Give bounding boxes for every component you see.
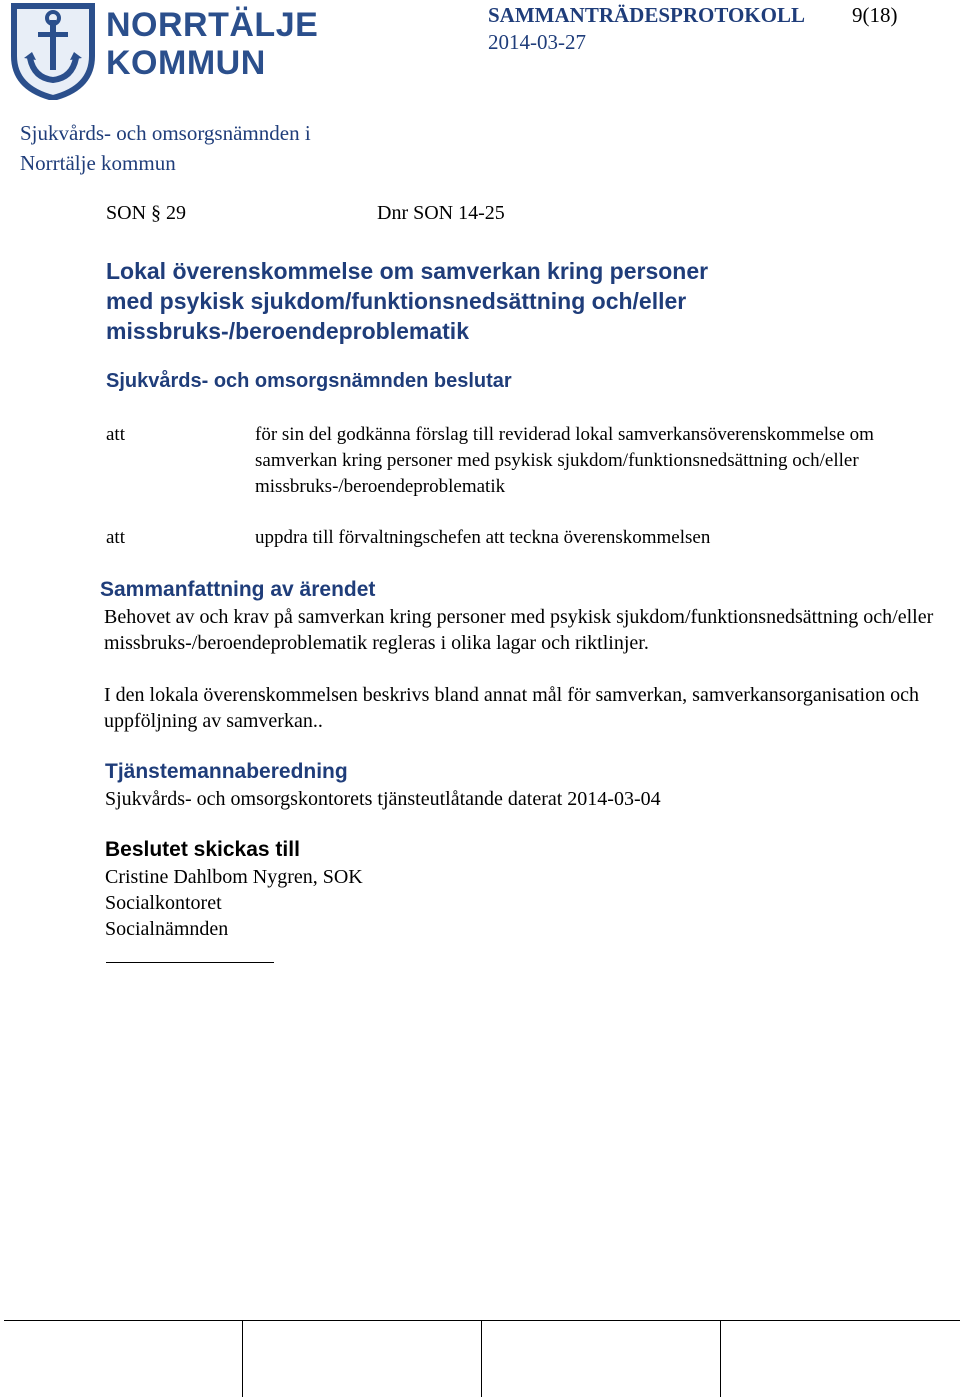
decision-heading: Sjukvårds- och omsorgsnämnden beslutar <box>106 370 512 392</box>
logo-line-2: KOMMUN <box>106 44 266 82</box>
summary-paragraph-1: Behovet av och krav på samverkan kring personer med psykisk sjukdom/funktionsnedsättning och/eller missbruks-/beroendeproblematik regleras i olika lagar och riktlinjer. <box>104 606 934 654</box>
logo-line-1: NORRTÄLJE <box>106 6 319 44</box>
distribution-heading: Beslutet skickas till <box>105 838 300 861</box>
summary-paragraph-2: I den lokala överenskommelsen beskrivs bland annat mål för samverkan, samverkansorganisation och uppföljning av samverkan.. <box>104 684 919 732</box>
recipient-2: Socialkontoret <box>105 892 222 914</box>
norrtalje-kommun-logo <box>8 2 319 102</box>
signature-table-top-border <box>4 1320 960 1321</box>
signature-line <box>106 962 274 963</box>
title-line-3: missbruks-/beroendeproblematik <box>106 318 469 344</box>
coat-of-arms-icon <box>8 2 98 100</box>
section-number: SON § 29 <box>106 202 187 224</box>
organization-line-2: Norrtälje kommun <box>20 151 176 175</box>
meeting-date: 2014-03-27 <box>488 30 586 54</box>
decision-1-text: för sin del godkänna förslag till reviderad lokal samverkansöverenskommelse om samverkan kring personer med psykisk sjukdom/funktionsnedsättning och/eller missbruks-/beroendeproblematik <box>255 424 874 497</box>
document-type: SAMMANTRÄDESPROTOKOLL <box>488 3 805 27</box>
decision-2-prefix: att <box>106 527 125 548</box>
recipient-1: Cristine Dahlbom Nygren, SOK <box>105 866 363 888</box>
decision-1-prefix: att <box>106 424 125 445</box>
preparation-heading: Tjänstemannaberedning <box>105 760 348 783</box>
summary-heading: Sammanfattning av ärendet <box>100 578 376 601</box>
organization-line-1: Sjukvårds- och omsorgsnämnden i <box>20 121 311 145</box>
signature-table-divider-3 <box>720 1320 721 1397</box>
signature-table-divider-2 <box>481 1320 482 1397</box>
logo-wordmark <box>106 6 318 82</box>
preparation-text: Sjukvårds- och omsorgskontorets tjänsteutlåtande daterat 2014-03-04 <box>105 788 661 810</box>
organization-name <box>20 118 440 178</box>
page-number: 9(18) <box>852 3 898 27</box>
title-line-1: Lokal överenskommelse om samverkan kring personer <box>106 258 709 284</box>
recipient-3: Socialnämnden <box>105 918 229 940</box>
signature-table-divider-1 <box>242 1320 243 1397</box>
page-title <box>106 256 866 346</box>
decision-2-text: uppdra till förvaltningschefen att teckna överenskommelsen <box>255 527 711 548</box>
title-line-2: med psykisk sjukdom/funktionsnedsättning och/eller <box>106 288 687 314</box>
case-number: Dnr SON 14-25 <box>377 202 505 224</box>
